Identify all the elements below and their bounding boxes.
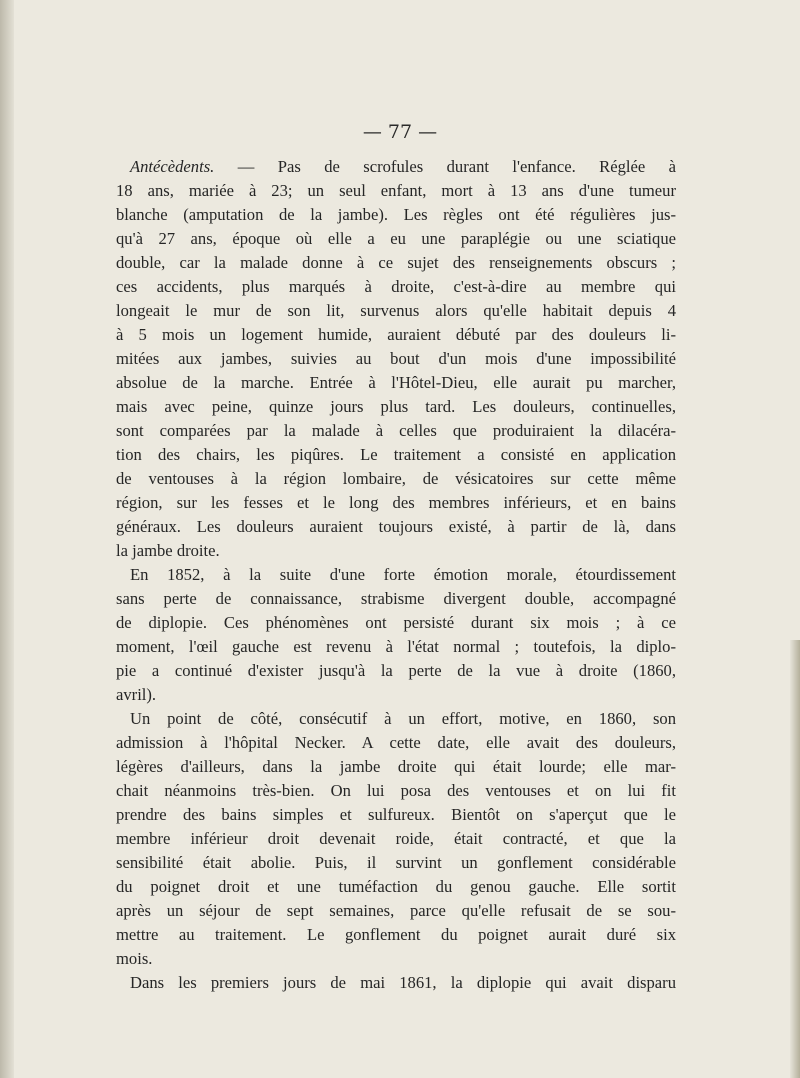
text-line: mais avec peine, quinze jours plus tard. Les douleurs, continuelles, (116, 397, 676, 416)
text-line: généraux. Les douleurs auraient toujours existé, à partir de là, dans (116, 517, 676, 536)
text-line: Antécèdents. — Pas de scrofules durant l'enfance. Réglée à (130, 157, 676, 176)
text-line: Dans les premiers jours de mai 1861, la diplopie qui avait disparu (130, 973, 676, 992)
text-line: du poignet droit et une tuméfaction du genou gauche. Elle sortit (116, 877, 676, 896)
text-line: à 5 mois un logement humide, auraient débuté par des douleurs li- (116, 325, 676, 344)
text-line: ces accidents, plus marqués à droite, c'est-à-dire au membre qui (116, 277, 676, 296)
text-line: la jambe droite. (116, 541, 220, 560)
text-line: après un séjour de sept semaines, parce qu'elle refusait de se sou- (116, 901, 676, 920)
text-line: de diplopie. Ces phénomènes ont persisté durant six mois ; à ce (116, 613, 676, 632)
text-line: mitées aux jambes, suivies au bout d'un mois d'une impossibilité (116, 349, 676, 368)
text-line: tion des chairs, les piqûres. Le traitement a consisté en application (116, 445, 676, 464)
text-line: membre inférieur droit devenait roide, était contracté, et que la (116, 829, 676, 848)
text-line: sensibilité était abolie. Puis, il survint un gonflement considérable (116, 853, 676, 872)
text-line: 18 ans, mariée à 23; un seul enfant, mort à 13 ans d'une tumeur (116, 181, 676, 200)
section-lead: Antécèdents. (130, 157, 215, 176)
text-line: En 1852, à la suite d'une forte émotion morale, étourdissement (130, 565, 676, 584)
page-left-edge-shadow (0, 0, 14, 1078)
text-line: pie a continué d'exister jusqu'à la perte de la vue à droite (1860, (116, 661, 676, 680)
paragraph-1852 (116, 563, 676, 707)
text-line: prendre des bains simples et sulfureux. Bientôt on s'aperçut que le (116, 805, 676, 824)
text-line: chait néanmoins très-bien. On lui posa des ventouses et on lui fit (116, 781, 676, 800)
text-line: légères d'ailleurs, dans la jambe droite qui était lourde; elle mar- (116, 757, 676, 776)
page-number: — 77 — (362, 121, 438, 143)
text-line: admission à l'hôpital Necker. A cette date, elle avait des douleurs, (116, 733, 676, 752)
text-line: de ventouses à la région lombaire, de vésicatoires sur cette même (116, 469, 676, 488)
paragraph-1861 (116, 971, 676, 995)
text-line: sont comparées par la malade à celles que produiraient la dilacéra- (116, 421, 676, 440)
text-line: moment, l'œil gauche est revenu à l'état normal ; toutefois, la diplo- (116, 637, 676, 656)
text-line: blanche (amputation de la jambe). Les règles ont été régulières jus- (116, 205, 676, 224)
page-right-edge-stain (790, 640, 800, 1078)
text-line: avril). (116, 685, 157, 704)
text-line: longeait le mur de son lit, survenus alors qu'elle habitait depuis 4 (116, 301, 676, 320)
paragraph-antecedents (116, 155, 676, 563)
text-line: mois. (116, 949, 153, 968)
text-line: région, sur les fesses et le long des membres inférieurs, et en bains (116, 493, 676, 512)
body-text (116, 155, 676, 995)
text-line: sans perte de connaissance, strabisme divergent double, accompagné (116, 589, 676, 608)
text-line: absolue de la marche. Entrée à l'Hôtel-Dieu, elle aurait pu marcher, (116, 373, 676, 392)
text-line: double, car la malade donne à ce sujet des renseignements obscurs ; (116, 253, 676, 272)
text-line: mettre au traitement. Le gonflement du poignet aurait duré six (116, 925, 676, 944)
text-line: Un point de côté, consécutif à un effort, motive, en 1860, son (130, 709, 676, 728)
paragraph-1860 (116, 707, 676, 971)
text-line: qu'à 27 ans, époque où elle a eu une paraplégie ou une sciatique (116, 229, 676, 248)
